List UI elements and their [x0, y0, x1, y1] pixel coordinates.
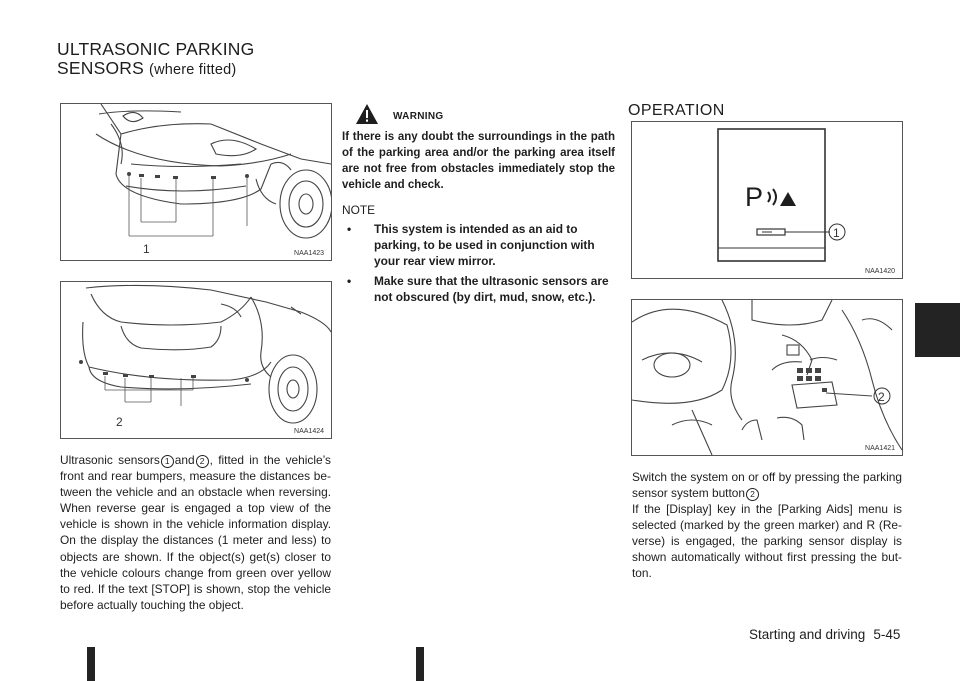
chapter-tab	[915, 303, 960, 357]
title-line-2-main: SENSORS	[57, 58, 144, 78]
dashboard-callout: 2	[878, 390, 885, 404]
warning-heading: WARNING	[393, 111, 444, 122]
figure-code-display: NAA1420	[865, 268, 895, 275]
display-callout: 1	[833, 226, 840, 240]
figure-display	[631, 121, 903, 279]
rear-car-illustration	[61, 282, 331, 438]
figure-rear-bumper	[60, 281, 332, 439]
footer-section: Starting and driving	[749, 627, 866, 642]
bullet-dot: •	[347, 274, 352, 288]
dashboard-illustration	[632, 300, 902, 455]
figure-code-front: NAA1423	[294, 250, 324, 257]
sensor-description	[60, 452, 331, 613]
operation-text-1	[632, 469, 902, 501]
title-line-2	[57, 59, 254, 80]
binding-mark-right	[416, 647, 424, 681]
note-bullet-2	[347, 273, 622, 305]
callout-1-badge: 1	[161, 455, 174, 468]
svg-text:P: P	[745, 182, 764, 212]
warning-icon	[355, 103, 379, 130]
note-label: NOTE	[342, 203, 376, 217]
figure-front-bumper	[60, 103, 332, 261]
figure-code-dashboard: NAA1421	[865, 445, 895, 452]
sensor-desc-part-c: , fitted in the vehicle’s front and rear bumpers, measure the distances be- tween the vehicle and an obstacle when reversing. When reverse gear is engaged a top view of the vehicle is shown in the vehicle information display. On the display the distances (1 meter and less) to objects are shown. If the object(s) get(s) closer to the vehicle colours change from green over yellow to red. If the text [STOP] is shown, stop the vehicle before actually touching the object.	[60, 453, 331, 612]
operation-heading: OPERATION	[628, 102, 725, 119]
callout-2-badge: 2	[746, 488, 759, 501]
callout-2-badge: 2	[196, 455, 209, 468]
warning-text: If there is any doubt the surroundings in the path of the parking area and/or the parking area itself are not free from obstacles immediately stop the vehicle and check.	[342, 131, 615, 192]
display-illustration	[632, 122, 902, 278]
page-footer	[749, 627, 900, 642]
footer-page-number: 5-45	[873, 627, 901, 642]
figure-code-rear: NAA1424	[294, 428, 324, 435]
note-bullet-1	[347, 221, 622, 269]
title-line-2-sub: (where fitted)	[149, 62, 237, 78]
binding-mark-left	[87, 647, 95, 681]
title-line-1: ULTRASONIC PARKING	[57, 39, 255, 59]
note-bullet-text-2: Make sure that the ultrasonic sensors are not obscured (by dirt, mud, snow, etc.).	[374, 274, 609, 304]
operation-text-1-main: Switch the system on or off by pressing the parking sensor system button	[632, 470, 902, 501]
operation-text-2: If the [Display] key in the [Parking Aids] menu is selected (marked by the green marker) and R (Re- verse) is engaged, the parking sensor display is shown automatically without first pressing the but- ton.	[632, 502, 902, 581]
bullet-dot: •	[347, 222, 352, 236]
note-bullet-text-1: This system is intended as an aid to parking, to be used in conjunction with your rear view mirror.	[374, 222, 595, 268]
rear-sensor-callout: 2	[116, 415, 123, 429]
front-car-illustration	[61, 104, 331, 260]
front-sensor-callout: 1	[143, 242, 150, 256]
figure-dashboard	[631, 299, 903, 456]
page-title	[57, 40, 254, 80]
sensor-desc-and: and	[174, 453, 195, 467]
sensor-desc-part-a: Ultrasonic sensors	[60, 453, 160, 467]
